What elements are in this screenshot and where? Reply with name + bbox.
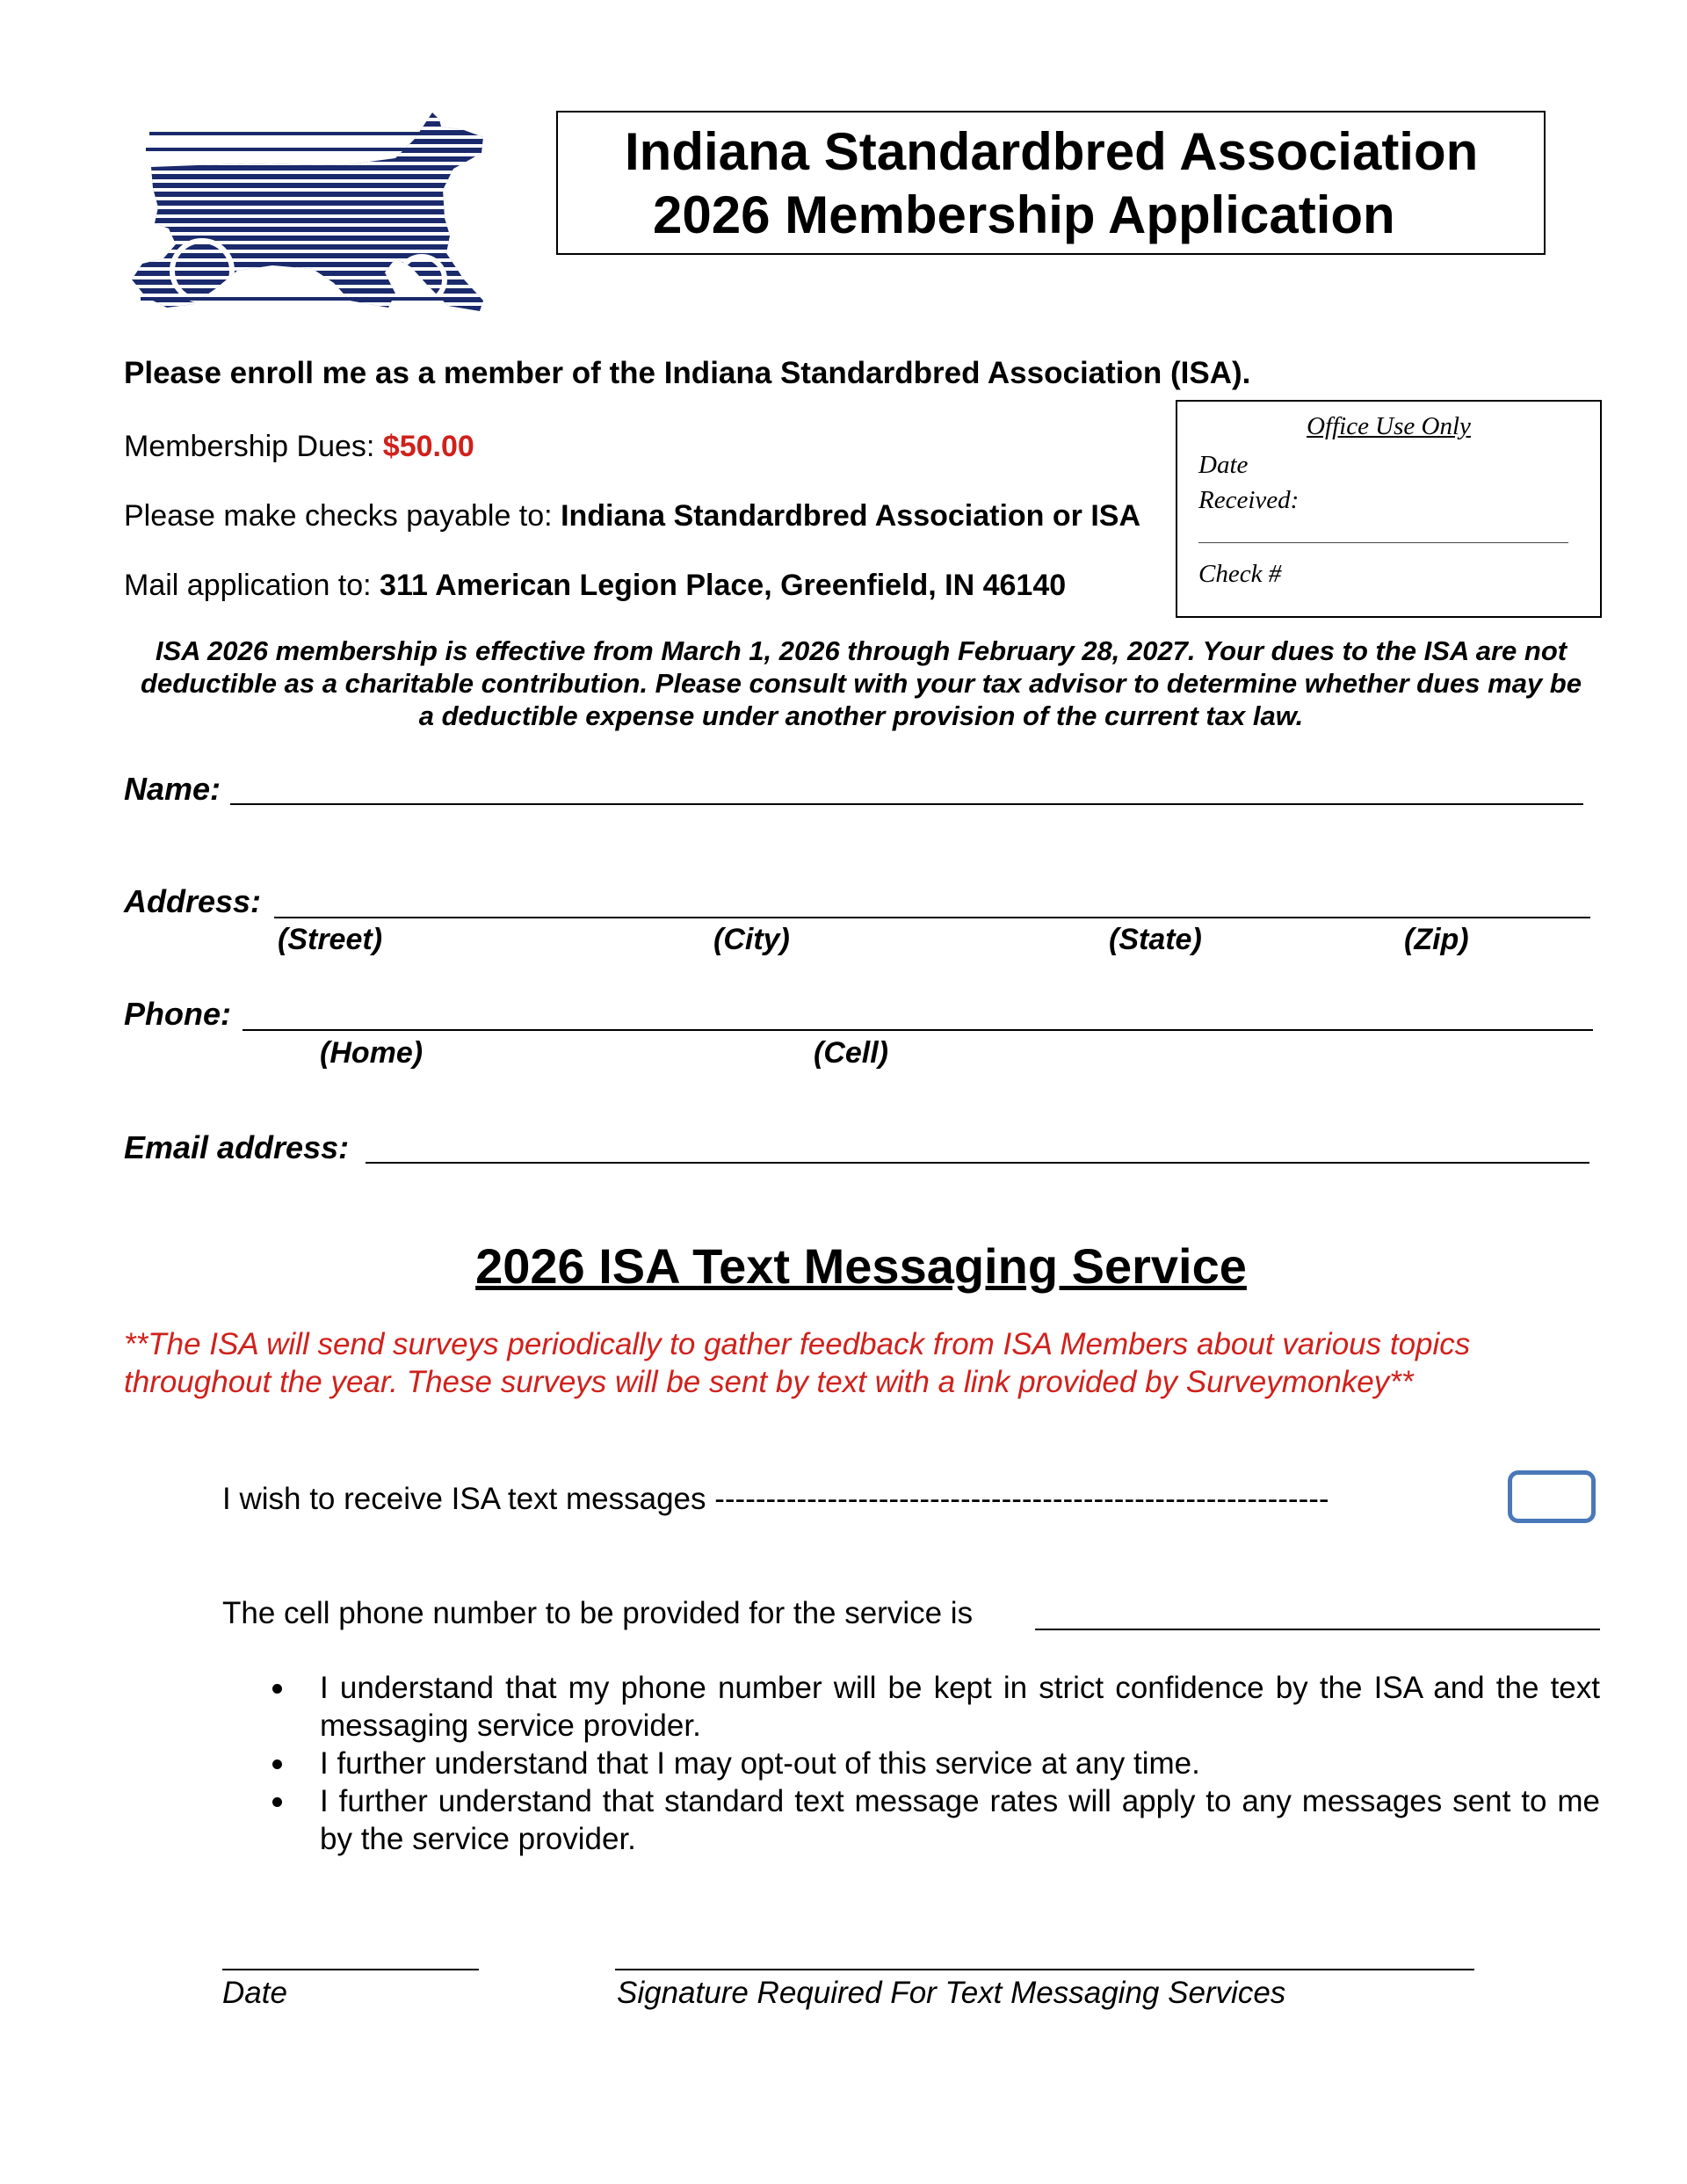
opt-in-checkbox[interactable] bbox=[1508, 1470, 1596, 1523]
phone-field[interactable] bbox=[243, 1029, 1593, 1031]
date-label: Date bbox=[1198, 451, 1249, 479]
phone-label: Phone: bbox=[124, 996, 231, 1032]
cell-phone-text: The cell phone number to be provided for the service is bbox=[222, 1596, 974, 1630]
received-label: Received: bbox=[1198, 486, 1300, 514]
signature-line[interactable] bbox=[615, 1969, 1474, 1970]
checks-payable bbox=[124, 498, 1140, 533]
list-item: I understand that my phone number will be kept in strict confidence by the ISA and the text messaging service provider. bbox=[269, 1669, 1600, 1745]
name-label: Name: bbox=[124, 771, 221, 807]
address-label: Address: bbox=[124, 883, 262, 919]
list-item: I further understand that standard text message rates will apply to any messages sent to me by the service provider. bbox=[269, 1782, 1600, 1858]
survey-note bbox=[124, 1325, 1600, 1401]
bullet-dot bbox=[272, 1797, 282, 1807]
mail-application bbox=[124, 568, 1066, 603]
signature-label: Signature Required For Text Messaging Services bbox=[617, 1976, 1286, 2010]
mail-address: 311 American Legion Place, Greenfield, IN 46140 bbox=[380, 569, 1067, 602]
date-label: Date bbox=[222, 1976, 287, 2010]
title-line-2: 2026 Membership Application bbox=[653, 185, 1395, 244]
phone-home-label: (Home) bbox=[320, 1036, 424, 1070]
checks-label: Please make checks payable to: bbox=[124, 499, 561, 533]
bullet-dot bbox=[272, 1760, 282, 1769]
notice-line-3: a deductible expense under another provision of the current tax law. bbox=[418, 700, 1304, 731]
membership-notice bbox=[123, 635, 1599, 732]
email-label: Email address: bbox=[124, 1129, 350, 1165]
office-use-box bbox=[1176, 400, 1602, 618]
date-line[interactable] bbox=[222, 1969, 479, 1970]
list-item: I further understand that I may opt-out of this service at any time. bbox=[269, 1745, 1600, 1782]
check-number-label: Check # bbox=[1198, 560, 1282, 588]
title-line-1: Indiana Standardbred Association bbox=[625, 122, 1479, 181]
dues-label: Membership Dues: bbox=[124, 430, 383, 463]
enroll-statement: Please enroll me as a member of the Indiana Standardbred Association (ISA). bbox=[124, 356, 1251, 390]
office-use-header: Office Use Only bbox=[1307, 412, 1471, 440]
mail-label: Mail application to: bbox=[124, 569, 380, 602]
text-messaging-heading: 2026 ISA Text Messaging Service bbox=[475, 1238, 1247, 1294]
title-box bbox=[556, 111, 1546, 255]
notice-line-1: ISA 2026 membership is effective from March 1, 2026 through February 28, 2027. Your dues to the ISA are not bbox=[155, 635, 1568, 666]
checks-payee: Indiana Standardbred Association or ISA bbox=[561, 499, 1141, 533]
dues-amount: $50.00 bbox=[382, 430, 474, 463]
address-state-label: (State) bbox=[1109, 923, 1202, 956]
consent-bullets bbox=[269, 1669, 1600, 1858]
isa-horse-logo bbox=[132, 112, 483, 316]
address-field[interactable] bbox=[274, 917, 1590, 918]
phone-cell-label: (Cell) bbox=[814, 1036, 888, 1070]
email-field[interactable] bbox=[366, 1162, 1589, 1164]
notice-line-2: deductible as a charitable contribution. Please consult with your tax advisor to determine whether dues may be bbox=[141, 668, 1582, 699]
address-city-label: (City) bbox=[713, 923, 790, 956]
date-received bbox=[1198, 447, 1299, 518]
address-street-label: (Street) bbox=[278, 923, 383, 956]
opt-in-text: I wish to receive ISA text messages ------------------------------------------------------------ bbox=[222, 1482, 1329, 1516]
cell-phone-field[interactable] bbox=[1035, 1629, 1600, 1630]
survey-note-line-2: throughout the year. These surveys will be sent by text with a link provided by Surveymonkey** bbox=[124, 1365, 1414, 1399]
membership-dues bbox=[124, 429, 474, 464]
address-zip-label: (Zip) bbox=[1404, 923, 1469, 956]
survey-note-line-1: **The ISA will send surveys periodically to gather feedback from ISA Members about various topics bbox=[124, 1327, 1471, 1361]
office-divider bbox=[1198, 542, 1568, 543]
bullet-dot bbox=[272, 1684, 282, 1694]
name-field[interactable] bbox=[230, 803, 1583, 805]
